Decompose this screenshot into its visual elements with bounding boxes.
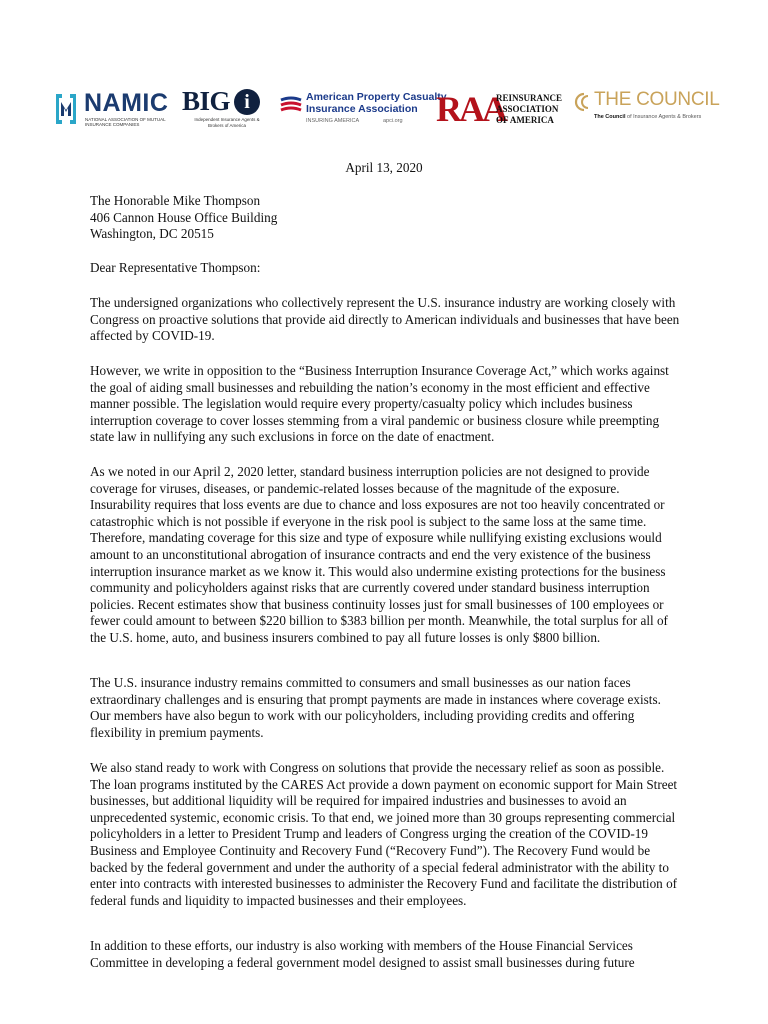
namic-wordmark: NAMIC — [84, 89, 169, 117]
body-paragraph: The U.S. insurance industry remains committed to consumers and small businesses as our nation faces extraordinary challenges and is ensuring that prompt payments are made in instances where coverage exists. Our members have also begun to work with our policyholders, including providing credits and offering flexibility in premium payments. — [90, 675, 661, 740]
namic-logo — [50, 86, 180, 134]
body-paragraph: As we noted in our April 2, 2020 letter, standard business interruption policies are not designed to provide coverage for viruses, diseases, or pandemic-related losses because of the magnitude of the exposure. Insurability requires that loss events are due to chance and loss exposures are not too heavily concentrated or catastrophic which is not possible if everyone in the risk pool is subject to the same loss at the same time. Therefore, mandating coverage for this size and type of exposure while nullifying existing exclusions would amount to an unconstitutional abrogation of insurance contracts and end the very existence of the business interruption insurance market as we know it. This would also undermine existing protections for the business community and policyholders against risks that are currently covered under standard business interruption policies. Recent estimates show that business continuity losses just for small businesses of 100 employees or fewer could amount to between $220 billion to $383 billion per month. Meanwhile, the total surplus for all of the U.S. home, auto, and business insurers combined to pay all future losses is only $800 billion. — [90, 464, 668, 645]
big-i-subtitle: Independent Insurance Agents & Brokers of America — [194, 117, 260, 128]
body-paragraph: We also stand ready to work with Congress on solutions that provide the necessary relief as soon as possible. The loan programs instituted by the CARES Act provide a down payment on economic support for Main Street businesses, but additional liquidity will be required for impaired industries and businesses to avoid an unprecedented systemic, economic crisis. To that end, we joined more than 30 groups representing commercial policyholders in a letter to President Trump and leaders of Congress urging the creation of the COVID-19 Business and Employee Continuity and Recovery Fund (“Recovery Fund”). The Recovery Fund would be backed by the federal government and under the authority of a special federal administrator with the ability to enter into contracts with interested businesses to administer the Recovery Fund and facilitate the distribution of federal funds and liquidity to impacted businesses and their employees. — [90, 760, 678, 908]
big-i-logo — [182, 86, 272, 134]
council-rings-icon — [570, 91, 594, 113]
raa-subtitle — [496, 93, 562, 126]
namic-subtitle: NATIONAL ASSOCIATION OF MUTUAL INSURANCE COMPANIES — [85, 117, 166, 127]
recipient-address — [90, 193, 680, 243]
council-subtitle-rest: of Insurance Agents & Brokers — [627, 114, 702, 120]
apcia-tagline: INSURING AMERICA — [306, 118, 360, 124]
raa-logo — [436, 86, 563, 134]
body-paragraph: The undersigned organizations who collectively represent the U.S. insurance industry are working closely with Congress on proactive solutions that provide aid directly to American individuals and businesses that have been affected by COVID-19. — [90, 295, 680, 344]
body-paragraph: In addition to these efforts, our industry is also working with members of the House Financial Services Committee in developing a federal government model designed to assist small businesses during future — [90, 938, 635, 970]
address-line-city: Washington, DC 20515 — [90, 226, 214, 242]
apcia-name-line1: American Property Casualty — [306, 91, 447, 103]
big-i-circle-icon: i — [234, 89, 260, 115]
logo-banner — [50, 86, 720, 134]
big-i-wordmark: BIG — [182, 86, 231, 116]
body-paragraph: However, we write in opposition to the “Business Interruption Insurance Coverage Act,” which works against the goal of aiding small businesses and rebuilding the nation’s economy in the most efficient and effective manner possible. The legislation would require every property/casualty policy which includes business interruption coverage to cover losses stemming from a viral pandemic or business closure while preempting state law in nullifying any such exclusions in force on the date of enactment. — [90, 363, 669, 445]
apcia-logo — [279, 86, 447, 134]
council-subtitle-bold: The Council — [594, 114, 626, 120]
letter-date: April 13, 2020 — [345, 160, 423, 175]
apcia-url: apci.org — [383, 118, 403, 124]
council-wordmark: THE COUNCIL — [594, 89, 720, 110]
address-line-name: The Honorable Mike Thompson — [90, 193, 261, 208]
raa-line2: ASSOCIATION — [496, 104, 559, 114]
raa-mark: RAA — [436, 89, 505, 129]
council-subtitle — [594, 114, 701, 120]
council-logo — [570, 86, 720, 134]
address-line-street: 406 Cannon House Office Building — [90, 209, 278, 225]
salutation: Dear Representative Thompson: — [90, 260, 261, 275]
raa-line1: REINSURANCE — [496, 93, 563, 103]
namic-mark-icon — [52, 92, 80, 126]
raa-line3: OF AMERICA — [496, 115, 554, 125]
apcia-flag-icon — [279, 96, 303, 114]
apcia-name-line2: Insurance Association — [306, 103, 418, 115]
